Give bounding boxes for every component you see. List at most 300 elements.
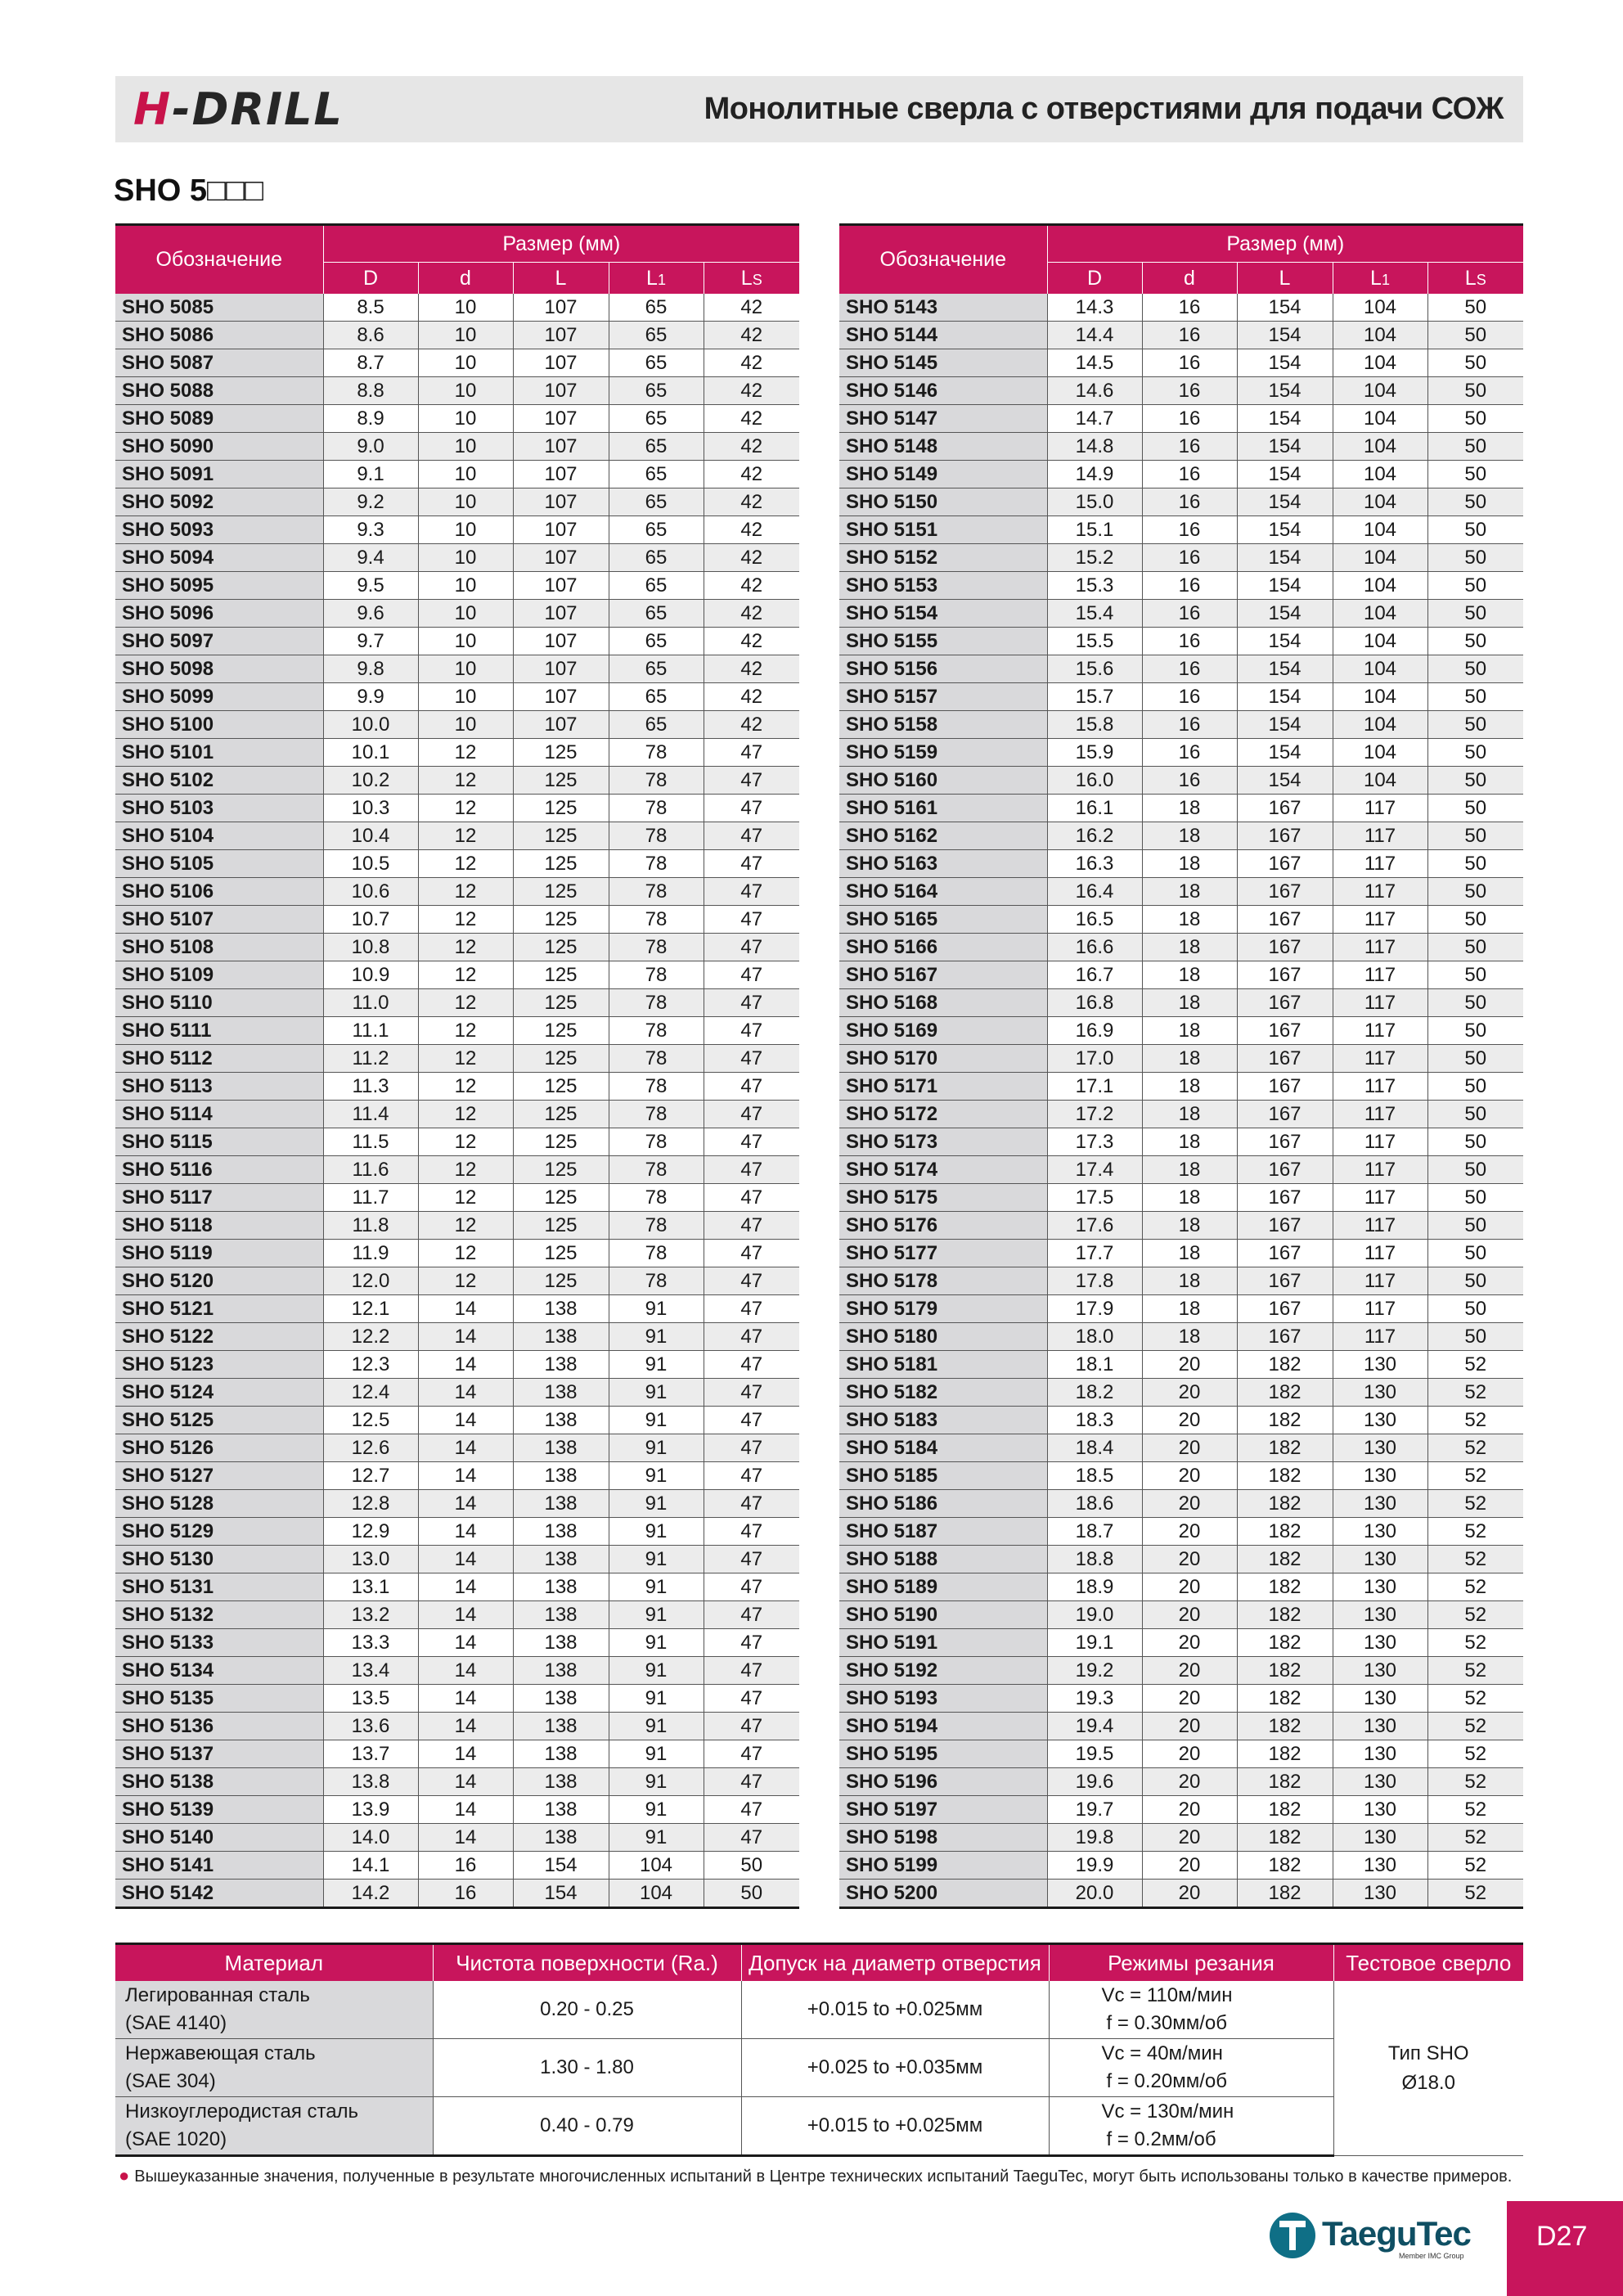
D-cell: 11.9 [323,1240,418,1267]
Ls-cell: 52 [1427,1740,1523,1768]
L-cell: 107 [513,600,609,628]
d-cell: 16 [1142,683,1237,711]
L-cell: 125 [513,850,609,878]
table-row [839,1156,1523,1184]
designation-cell: SHO 5189 [839,1573,1047,1601]
Ls-cell: 52 [1427,1518,1523,1546]
D-cell: 16.7 [1047,961,1142,989]
designation-cell: SHO 5154 [839,600,1047,628]
D-cell: 10.9 [323,961,418,989]
Ls-cell: 42 [704,377,799,405]
designation-cell: SHO 5129 [115,1518,323,1546]
L1-cell: 117 [1333,1212,1427,1240]
designation-cell: SHO 5124 [115,1379,323,1407]
Ls-cell: 47 [704,1017,799,1045]
d-cell: 12 [418,878,513,906]
D-cell: 18.7 [1047,1518,1142,1546]
d-cell: 16 [418,1880,513,1908]
L1-cell: 91 [609,1462,704,1490]
L-cell: 107 [513,683,609,711]
L1-cell: 117 [1333,1240,1427,1267]
Ls-cell: 50 [1427,600,1523,628]
D-cell: 16.4 [1047,878,1142,906]
L-cell: 167 [1237,1073,1333,1101]
L1-cell: 65 [609,628,704,655]
d-cell: 14 [418,1740,513,1768]
table-row [115,767,799,795]
d-cell: 14 [418,1490,513,1518]
d-cell: 12 [418,906,513,934]
table-row [115,1490,799,1518]
L-cell: 125 [513,961,609,989]
L1-cell: 91 [609,1601,704,1629]
designation-cell: SHO 5133 [115,1629,323,1657]
table-row [115,655,799,683]
L1-cell: 104 [1333,767,1427,795]
D-cell: 15.5 [1047,628,1142,655]
L1-cell: 104 [609,1852,704,1880]
L1-cell: 117 [1333,1101,1427,1128]
Ls-cell: 47 [704,1101,799,1128]
L-cell: 107 [513,294,609,322]
designation-cell: SHO 5147 [839,405,1047,433]
designation-cell: SHO 5139 [115,1796,323,1824]
D-cell: 13.4 [323,1657,418,1685]
d-cell: 12 [418,1184,513,1212]
designation-cell: SHO 5192 [839,1657,1047,1685]
d-cell: 10 [418,322,513,349]
designation-cell: SHO 5138 [115,1768,323,1796]
L-cell: 154 [1237,405,1333,433]
D-cell: 11.3 [323,1073,418,1101]
d-cell: 12 [418,989,513,1017]
D-cell: 13.0 [323,1546,418,1573]
L-cell: 182 [1237,1518,1333,1546]
designation-cell: SHO 5160 [839,767,1047,795]
d-cell: 18 [1142,1323,1237,1351]
L1-cell: 91 [609,1546,704,1573]
table-row [115,544,799,572]
designation-cell: SHO 5117 [115,1184,323,1212]
taegutec-brand [1270,2211,1474,2263]
table-row [839,600,1523,628]
Ls-cell: 50 [1427,572,1523,600]
L-cell: 182 [1237,1824,1333,1852]
designation-cell: SHO 5184 [839,1434,1047,1462]
col-L1-header: L1 [1333,263,1427,295]
Ls-cell: 50 [1427,1045,1523,1073]
L1-cell: 104 [1333,711,1427,739]
table-row [839,1128,1523,1156]
designation-cell: SHO 5116 [115,1156,323,1184]
L1-cell: 130 [1333,1573,1427,1601]
table-row [839,850,1523,878]
L-cell: 154 [1237,349,1333,377]
d-cell: 12 [418,850,513,878]
d-cell: 12 [418,1128,513,1156]
table-row [115,1017,799,1045]
Ls-cell: 50 [1427,1017,1523,1045]
table-row [115,1267,799,1295]
L-cell: 125 [513,878,609,906]
D-cell: 14.0 [323,1824,418,1852]
L-cell: 167 [1237,1323,1333,1351]
L-cell: 107 [513,544,609,572]
table-row [115,461,799,488]
Ls-cell: 42 [704,516,799,544]
D-cell: 11.6 [323,1156,418,1184]
designation-cell: SHO 5165 [839,906,1047,934]
D-cell: 15.7 [1047,683,1142,711]
designation-cell: SHO 5155 [839,628,1047,655]
L-cell: 138 [513,1546,609,1573]
L-cell: 167 [1237,850,1333,878]
Ls-cell: 47 [704,1685,799,1713]
designation-cell: SHO 5151 [839,516,1047,544]
designation-cell: SHO 5092 [115,488,323,516]
Ls-cell: 47 [704,1824,799,1852]
footnote: ● Вышеуказанные значения, полученные в результате многочисленных испытаний в Центре технических испытаний TaeguTec, могут быть использованы только в качестве примеров. [119,2165,1513,2186]
Ls-cell: 50 [1427,655,1523,683]
d-cell: 16 [1142,572,1237,600]
L1-cell: 91 [609,1351,704,1379]
table-row [839,516,1523,544]
designation-cell: SHO 5191 [839,1629,1047,1657]
designation-cell: SHO 5153 [839,572,1047,600]
d-cell: 20 [1142,1379,1237,1407]
d-cell: 18 [1142,1295,1237,1323]
L-cell: 138 [513,1323,609,1351]
L1-cell: 91 [609,1323,704,1351]
designation-cell: SHO 5171 [839,1073,1047,1101]
D-cell: 11.2 [323,1045,418,1073]
D-cell: 17.9 [1047,1295,1142,1323]
L1-cell: 65 [609,544,704,572]
tolerance-header: Допуск на диаметр отверстия [741,1944,1049,1982]
L1-cell: 91 [609,1796,704,1824]
L1-cell: 78 [609,739,704,767]
L1-cell: 78 [609,822,704,850]
L-cell: 167 [1237,1240,1333,1267]
table-row [115,1880,799,1908]
L-cell: 125 [513,1212,609,1240]
D-cell: 16.2 [1047,822,1142,850]
D-cell: 13.6 [323,1713,418,1740]
table-row [839,655,1523,683]
d-cell: 14 [418,1351,513,1379]
L1-cell: 91 [609,1573,704,1601]
brand-name: TaeguTec [1322,2214,1471,2253]
Ls-cell: 52 [1427,1629,1523,1657]
Ls-cell: 47 [704,1240,799,1267]
L1-cell: 65 [609,711,704,739]
col-Ls-header: LS [704,263,799,295]
d-cell: 16 [1142,377,1237,405]
D-cell: 10.3 [323,795,418,822]
D-cell: 8.7 [323,349,418,377]
L1-cell: 117 [1333,795,1427,822]
designation-cell: SHO 5164 [839,878,1047,906]
d-cell: 12 [418,739,513,767]
table-row [839,294,1523,322]
L-cell: 182 [1237,1462,1333,1490]
L-cell: 182 [1237,1629,1333,1657]
L-cell: 182 [1237,1880,1333,1908]
table-row [115,822,799,850]
table-row [839,683,1523,711]
L-cell: 125 [513,1073,609,1101]
d-cell: 12 [418,1267,513,1295]
L1-cell: 130 [1333,1685,1427,1713]
designation-cell: SHO 5107 [115,906,323,934]
L-cell: 125 [513,1017,609,1045]
D-cell: 8.8 [323,377,418,405]
D-cell: 11.1 [323,1017,418,1045]
L1-cell: 130 [1333,1713,1427,1740]
table-row [115,349,799,377]
Ls-cell: 52 [1427,1601,1523,1629]
L1-cell: 117 [1333,850,1427,878]
Ls-cell: 42 [704,711,799,739]
d-cell: 14 [418,1323,513,1351]
table-row [115,795,799,822]
Ls-cell: 50 [1427,1184,1523,1212]
d-cell: 10 [418,628,513,655]
designation-cell: SHO 5120 [115,1267,323,1295]
table-row [115,572,799,600]
L-cell: 182 [1237,1379,1333,1407]
L1-cell: 65 [609,683,704,711]
table-row [839,1518,1523,1546]
L-cell: 167 [1237,1017,1333,1045]
D-cell: 14.9 [1047,461,1142,488]
d-cell: 18 [1142,850,1237,878]
table-row [115,1796,799,1824]
L1-cell: 91 [609,1629,704,1657]
table-row [839,1045,1523,1073]
designation-cell: SHO 5098 [115,655,323,683]
Ls-cell: 50 [1427,1267,1523,1295]
designation-cell: SHO 5188 [839,1546,1047,1573]
designation-cell: SHO 5104 [115,822,323,850]
Ls-cell: 47 [704,1323,799,1351]
D-cell: 19.5 [1047,1740,1142,1768]
designation-cell: SHO 5198 [839,1824,1047,1852]
L1-cell: 104 [1333,405,1427,433]
L-cell: 167 [1237,989,1333,1017]
L-cell: 125 [513,906,609,934]
d-cell: 10 [418,377,513,405]
table-row [115,711,799,739]
series-title: SHO 5□□□ [114,173,263,208]
d-cell: 18 [1142,822,1237,850]
L1-cell: 130 [1333,1824,1427,1852]
designation-cell: SHO 5200 [839,1880,1047,1908]
table-row [115,1351,799,1379]
d-cell: 16 [1142,600,1237,628]
L1-cell: 117 [1333,906,1427,934]
L1-cell: 78 [609,1045,704,1073]
D-cell: 8.5 [323,294,418,322]
D-cell: 10.2 [323,767,418,795]
L1-cell: 65 [609,377,704,405]
designation-cell: SHO 5100 [115,711,323,739]
table-row [839,795,1523,822]
table-row [839,1880,1523,1908]
Ls-cell: 42 [704,572,799,600]
D-cell: 19.7 [1047,1796,1142,1824]
designation-cell: SHO 5085 [115,294,323,322]
table-row [839,1351,1523,1379]
L-cell: 125 [513,1045,609,1073]
table-row [115,1657,799,1685]
L-cell: 167 [1237,878,1333,906]
table-row [839,1323,1523,1351]
d-cell: 16 [418,1852,513,1880]
L-cell: 182 [1237,1740,1333,1768]
D-cell: 11.8 [323,1212,418,1240]
L-cell: 154 [1237,655,1333,683]
L1-cell: 65 [609,349,704,377]
Ls-cell: 50 [1427,822,1523,850]
surface-finish-cell: 0.40 - 0.79 [433,2097,741,2156]
cutting-conditions-table [115,1943,1523,2157]
L1-cell: 130 [1333,1657,1427,1685]
table-row [115,1713,799,1740]
designation-cell: SHO 5179 [839,1295,1047,1323]
D-cell: 11.5 [323,1128,418,1156]
d-cell: 20 [1142,1852,1237,1880]
D-cell: 18.6 [1047,1490,1142,1518]
table-row [115,739,799,767]
L-cell: 125 [513,989,609,1017]
L-cell: 167 [1237,1156,1333,1184]
L1-cell: 65 [609,572,704,600]
d-cell: 14 [418,1462,513,1490]
designation-cell: SHO 5103 [115,795,323,822]
D-cell: 18.4 [1047,1434,1142,1462]
L-cell: 182 [1237,1546,1333,1573]
table-row [115,1212,799,1240]
L-cell: 154 [1237,488,1333,516]
L1-cell: 104 [1333,433,1427,461]
L1-cell: 117 [1333,1017,1427,1045]
d-cell: 20 [1142,1824,1237,1852]
L1-cell: 78 [609,1212,704,1240]
D-cell: 13.3 [323,1629,418,1657]
table-row [839,461,1523,488]
Ls-cell: 52 [1427,1685,1523,1713]
L1-cell: 130 [1333,1490,1427,1518]
d-cell: 20 [1142,1768,1237,1796]
L-cell: 138 [513,1490,609,1518]
material-row [115,2039,1523,2097]
table-row [839,1657,1523,1685]
col-L1-header: L1 [609,263,704,295]
table-row [839,1295,1523,1323]
L1-cell: 117 [1333,1073,1427,1101]
d-cell: 14 [418,1657,513,1685]
designation-cell: SHO 5168 [839,989,1047,1017]
D-cell: 18.3 [1047,1407,1142,1434]
table-row [839,1573,1523,1601]
table-row [115,850,799,878]
table-row [839,1101,1523,1128]
L-cell: 167 [1237,1184,1333,1212]
d-cell: 20 [1142,1601,1237,1629]
L-cell: 182 [1237,1601,1333,1629]
Ls-cell: 50 [1427,683,1523,711]
Ls-cell: 50 [1427,1212,1523,1240]
L1-cell: 130 [1333,1434,1427,1462]
L-cell: 167 [1237,1267,1333,1295]
table-row [839,1073,1523,1101]
d-cell: 16 [1142,322,1237,349]
L-cell: 167 [1237,1128,1333,1156]
designation-cell: SHO 5089 [115,405,323,433]
d-cell: 18 [1142,934,1237,961]
h-drill-logo: H-DRILL [133,83,344,135]
Ls-cell: 47 [704,1573,799,1601]
D-cell: 13.9 [323,1796,418,1824]
L-cell: 167 [1237,1101,1333,1128]
table-row [115,405,799,433]
d-cell: 18 [1142,878,1237,906]
d-cell: 12 [418,1156,513,1184]
L1-cell: 104 [1333,600,1427,628]
d-cell: 14 [418,1407,513,1434]
L-cell: 182 [1237,1351,1333,1379]
L1-cell: 117 [1333,1156,1427,1184]
table-row [839,349,1523,377]
L1-cell: 130 [1333,1462,1427,1490]
d-cell: 16 [1142,655,1237,683]
table-row [839,544,1523,572]
L-cell: 182 [1237,1685,1333,1713]
spec-table-right-body [839,294,1523,1908]
D-cell: 15.3 [1047,572,1142,600]
designation-cell: SHO 5136 [115,1713,323,1740]
L-cell: 125 [513,1184,609,1212]
designation-cell: SHO 5096 [115,600,323,628]
D-cell: 9.8 [323,655,418,683]
D-cell: 17.8 [1047,1267,1142,1295]
D-cell: 19.4 [1047,1713,1142,1740]
Ls-cell: 50 [1427,294,1523,322]
D-cell: 9.9 [323,683,418,711]
d-cell: 14 [418,1379,513,1407]
L-cell: 154 [1237,377,1333,405]
L1-cell: 91 [609,1490,704,1518]
Ls-cell: 47 [704,878,799,906]
D-cell: 14.1 [323,1852,418,1880]
table-row [115,377,799,405]
L-cell: 167 [1237,795,1333,822]
table-row [839,1824,1523,1852]
L-cell: 154 [1237,767,1333,795]
table-row [115,322,799,349]
L-cell: 138 [513,1824,609,1852]
Ls-cell: 47 [704,1490,799,1518]
L-cell: 107 [513,488,609,516]
L-cell: 154 [1237,600,1333,628]
D-cell: 19.1 [1047,1629,1142,1657]
designation-cell: SHO 5134 [115,1657,323,1685]
designation-cell: SHO 5118 [115,1212,323,1240]
table-row [839,1434,1523,1462]
d-cell: 10 [418,294,513,322]
table-row [839,1685,1523,1713]
